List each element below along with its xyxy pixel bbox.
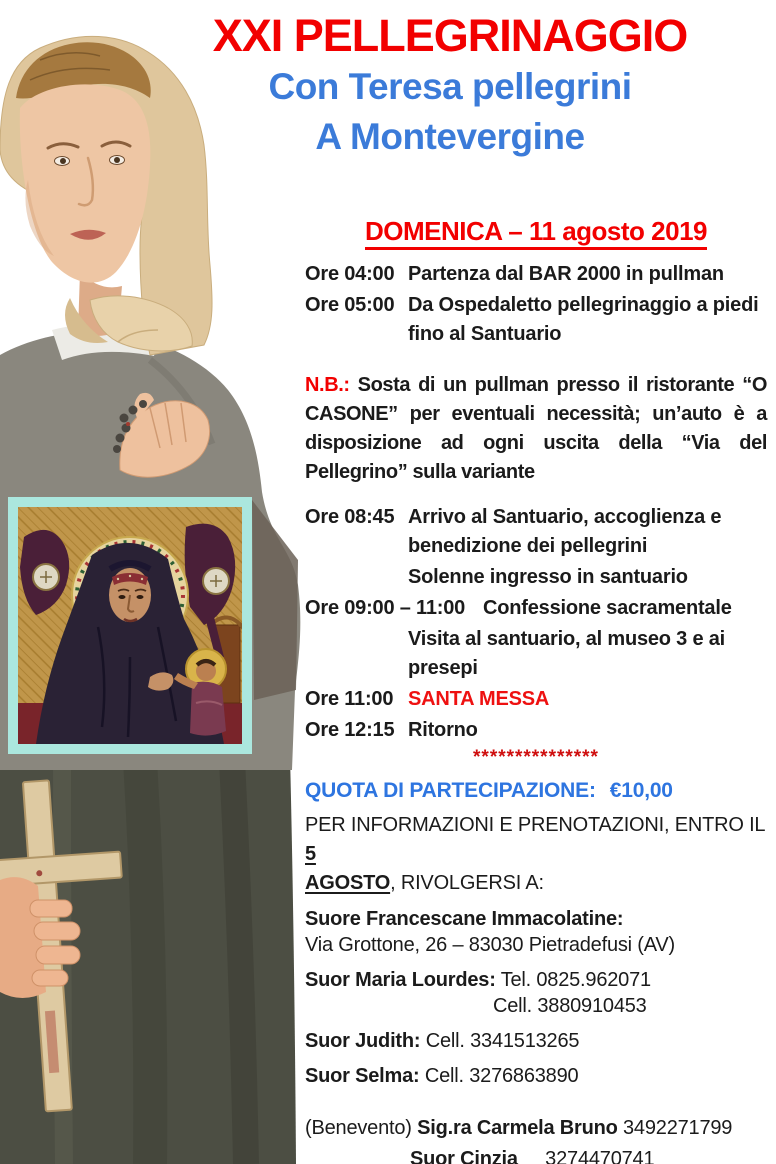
contact-phone: 3274470741 (545, 1148, 655, 1164)
schedule-row (305, 291, 767, 349)
time-label (305, 563, 408, 592)
info-line2 (305, 869, 767, 898)
info-text: PER INFORMAZIONI E PRENOTAZIONI, ENTRO IL (305, 814, 765, 836)
subtitle-line2: A Montevergine (315, 116, 585, 157)
time-label: Ore 09:00 – 11:00 (305, 597, 466, 619)
quota-label: QUOTA DI PARTECIPAZIONE: (305, 779, 596, 802)
page-title: XXI PELLEGRINAGGIO (212, 10, 688, 61)
contact-prefix: (Benevento) (305, 1117, 412, 1139)
contact-phone: 3492271799 (623, 1117, 733, 1139)
contact-name: Suor Cinzia (410, 1148, 518, 1164)
deadline-day: 5 (305, 843, 316, 865)
contact-judith (305, 1028, 767, 1054)
schedule-row (305, 594, 767, 623)
schedule-row (305, 260, 767, 289)
contact-name: Suor Judith: (305, 1030, 421, 1052)
contact-benevento (305, 1115, 767, 1141)
schedule-sanctuary (305, 503, 767, 745)
subtitle-line1: Con Teresa pellegrini (268, 66, 632, 107)
stars-separator: *************** (473, 747, 599, 768)
contact-lourdes (305, 967, 767, 1019)
main-content (305, 216, 767, 1164)
contact-tel: Tel. 0825.962071 (500, 969, 651, 991)
nb-note (305, 371, 767, 487)
time-label: Ore 11:00 (305, 688, 394, 710)
time-label (305, 625, 408, 683)
congregation-name: Suore Francescane Immacolatine: (305, 908, 624, 930)
icon-frame (8, 497, 252, 754)
deadline-month: AGOSTO (305, 872, 391, 894)
contact-cell: Cell. 3341513265 (425, 1030, 580, 1052)
schedule-text: Solenne ingresso in santuario (408, 566, 688, 588)
madonna-icon-image (18, 507, 242, 744)
nb-label: N.B.: (305, 374, 350, 396)
info-text: , RIVOLGERSI A: (390, 872, 544, 894)
schedule-text: Partenza dal BAR 2000 in pullman (408, 263, 724, 285)
time-label: Ore 12:15 (305, 719, 395, 741)
quota-value: €10,00 (609, 779, 673, 802)
schedule-text: Da Ospedaletto pellegrinaggio a piedi fino al Santuario (408, 294, 759, 345)
time-label: Ore 08:45 (305, 506, 395, 528)
contact-cell: Cell. 3880910453 (493, 995, 647, 1017)
contact-cinzia (305, 1146, 767, 1164)
time-label: Ore 04:00 (305, 263, 395, 285)
schedule-row (305, 563, 767, 592)
schedule-text: Confessione sacramentale (483, 597, 732, 619)
info-line1 (305, 811, 767, 869)
quota-line (305, 777, 767, 805)
contact-name: Suor Selma: (305, 1065, 420, 1087)
date-heading: DOMENICA – 11 agosto 2019 (365, 216, 707, 250)
header (130, 10, 770, 162)
schedule-text: Arrivo al Santuario, accoglienza e benedizione dei pellegrini (408, 506, 722, 557)
schedule-row (305, 685, 767, 714)
schedule-morning (305, 260, 767, 349)
schedule-row (305, 716, 767, 745)
schedule-text: Visita al santuario, al museo 3 e ai presepi (408, 628, 726, 679)
contact-name: Sig.ra Carmela Bruno (417, 1117, 618, 1139)
schedule-row (305, 503, 767, 561)
schedule-text: Ritorno (408, 719, 478, 741)
nb-text: Sosta di un pullman presso il ristorante “O CASONE” per eventuali necessità; un’auto è a disposizione ad ogni uscita della “Via del Pellegrino” sulla variante (305, 374, 767, 483)
contact-name: Suor Maria Lourdes: (305, 969, 496, 991)
schedule-row (305, 625, 767, 683)
info-block (305, 811, 767, 898)
contact-cell: Cell. 3276863890 (424, 1065, 579, 1087)
time-label: Ore 05:00 (305, 294, 395, 316)
congregation-address: Via Grottone, 26 – 83030 Pietradefusi (AV) (305, 934, 675, 956)
schedule-text-santa-messa: SANTA MESSA (408, 688, 550, 710)
contact-selma (305, 1063, 767, 1089)
